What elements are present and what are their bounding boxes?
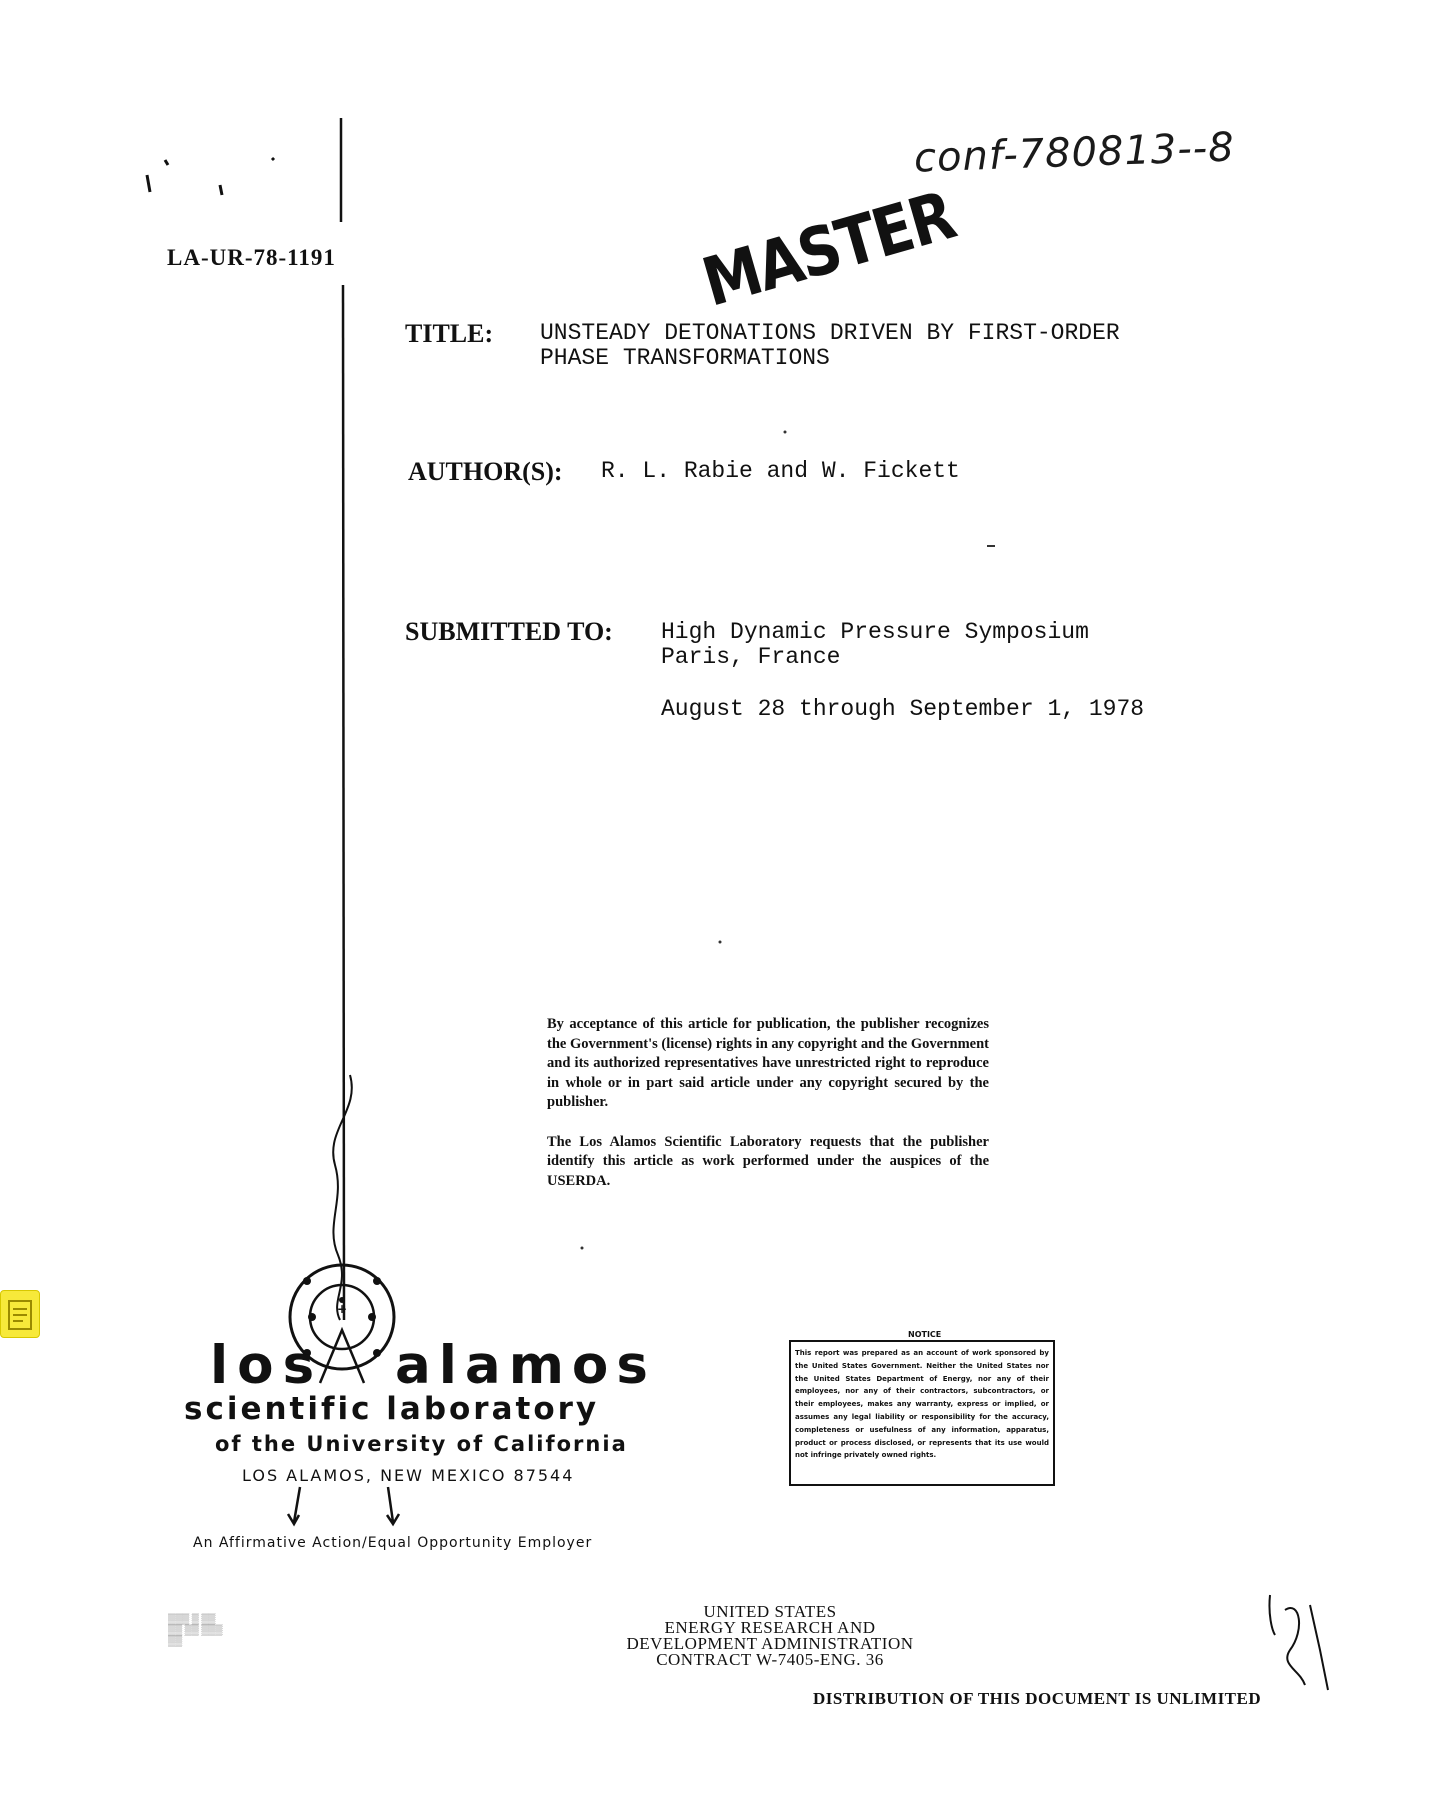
venue-line-1: High Dynamic Pressure Symposium — [661, 619, 1089, 645]
notice-box — [789, 1340, 1055, 1486]
arrow-marks-icon — [280, 1482, 420, 1532]
copyright-paragraph-2: The Los Alamos Scientific Laboratory requests that the publisher identify this article as work performed under the auspices of the USERDA. — [547, 1133, 989, 1189]
agency-line-2: ENERGY RESEARCH AND — [664, 1618, 876, 1637]
agency-line-4: CONTRACT W-7405-ENG. 36 — [656, 1650, 884, 1669]
conference-dates: August 28 through September 1, 1978 — [661, 696, 1145, 722]
sticky-note-icon[interactable] — [0, 1290, 40, 1338]
lab-address: LOS ALAMOS, NEW MEXICO 87544 — [242, 1466, 575, 1485]
copyright-notice — [547, 1015, 989, 1211]
title-value — [540, 321, 1120, 371]
form-number-faded: ▒▒▒ ▒ ▒▒ ▒▒ ▒▒ ▒▒▒ ▒▒ — [168, 1614, 223, 1647]
agency-block — [560, 1604, 980, 1668]
notice-title: NOTICE — [905, 1330, 944, 1339]
lab-name-los: los — [210, 1335, 324, 1396]
agency-line-1: UNITED STATES — [703, 1602, 837, 1621]
master-stamp: MASTER — [694, 176, 963, 322]
employer-statement: An Affirmative Action/Equal Opportunity Employer — [193, 1535, 593, 1551]
title-line-2: PHASE TRANSFORMATIONS — [540, 345, 830, 371]
submitted-to-label: SUBMITTED TO: — [405, 617, 613, 646]
title-label: TITLE: — [405, 319, 494, 348]
report-number: LA-UR-78-1191 — [167, 245, 336, 270]
authors-value: R. L. Rabie and W. Fickett — [601, 458, 960, 484]
distribution-statement: DISTRIBUTION OF THIS DOCUMENT IS UNLIMITED — [813, 1689, 1262, 1708]
svg-text:+: + — [337, 1302, 348, 1316]
authors-label: AUTHOR(S): — [408, 457, 563, 486]
margin-handwriting-icon — [1260, 1590, 1340, 1700]
lab-name-alamos: alamos — [395, 1335, 656, 1396]
submitted-to-value — [661, 620, 1089, 670]
lab-university: of the University of California — [215, 1432, 628, 1456]
conference-number-handwritten: conf-780813--8 — [913, 124, 1236, 182]
lab-subtitle: scientific laboratory — [184, 1391, 600, 1427]
venue-line-2: Paris, France — [661, 644, 841, 670]
title-line-1: UNSTEADY DETONATIONS DRIVEN BY FIRST-ORDER — [540, 320, 1120, 346]
copyright-paragraph-1: By acceptance of this article for publication, the publisher recognizes the Government's (license) rights in any copyright and the Government and its authorized representatives have unrestricted right to reproduce in whole or in part said article under any copyright secured by the publisher. — [547, 1016, 989, 1110]
agency-line-3: DEVELOPMENT ADMINISTRATION — [626, 1634, 914, 1653]
notice-text: This report was prepared as an account of work sponsored by the United States Government. Neither the United States nor the United States Department of Energy, nor any of their employees, nor any of their contractors, subcontractors, or their employees, makes any warranty, express or implied, or assumes any legal liability or responsibility for the accuracy, completeness or usefulness of any information, apparatus, product or process disclosed, or represents that its use would not infringe privately owned rights. — [795, 1349, 1049, 1460]
